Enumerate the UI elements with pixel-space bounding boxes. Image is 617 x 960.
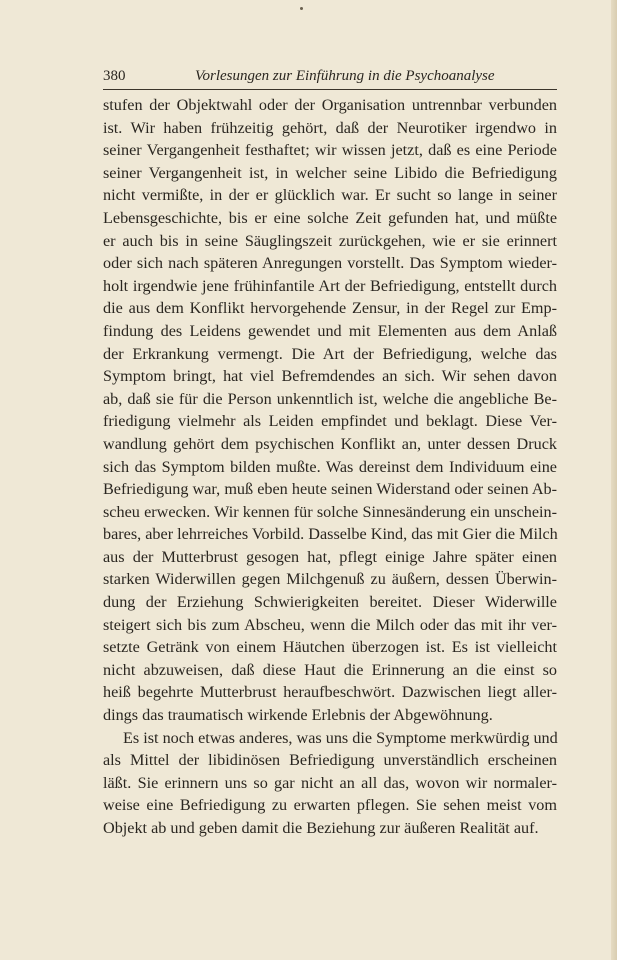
text-line: ab, daß sie für die Person unkenntlich ist, welche die angebliche Be- <box>103 389 557 408</box>
paragraph <box>103 727 557 840</box>
text-line: Symptom bringt, hat viel Befremdendes an sich. Wir sehen davon <box>103 367 557 386</box>
text-line: läßt. Sie erinnern uns so gar nicht an all das, wovon wir normaler- <box>103 773 557 792</box>
print-speck <box>300 7 303 10</box>
header-rule <box>103 89 557 90</box>
text-line: aus der Mutterbrust gesogen hat, pflegt einige Jahre später einen <box>103 547 557 566</box>
text-line: die aus dem Konflikt hervorgehende Zensur, in der Regel zur Emp- <box>103 299 557 318</box>
text-line: dung der Erziehung Schwierigkeiten bereitet. Dieser Widerwille <box>103 593 557 612</box>
text-line: Objekt ab und geben damit die Beziehung zur äußeren Realität auf. <box>103 819 539 837</box>
paragraph <box>103 94 557 727</box>
text-line: steigert sich bis zum Abscheu, wenn die Milch oder das mit ihr ver- <box>103 615 557 634</box>
text-line: friedigung vielmehr als Leiden empfindet und beklagt. Diese Ver- <box>103 412 557 431</box>
text-line: stufen der Objektwahl oder der Organisation untrennbar verbunden <box>103 96 557 114</box>
text-line: Lebensgeschichte, bis er eine solche Zeit gefunden hat, und müßte <box>103 208 557 227</box>
text-line: nicht abzuweisen, daß diese Haut die Erinnerung an die einst so <box>103 660 557 679</box>
text-line: ist. Wir haben frühzeitig gehört, daß der Neurotiker irgendwo in <box>103 118 557 137</box>
text-line: oder sich nach späteren Anregungen vorstellt. Das Symptom wieder- <box>103 254 557 273</box>
text-line: setzte Getränk von einem Häutchen überzogen ist. Es ist vielleicht <box>103 638 557 657</box>
text-line: heiß begehrte Mutterbrust heraufbeschwört. Dazwischen liegt aller- <box>103 683 557 702</box>
page-edge-shadow <box>611 0 617 960</box>
text-line: dings das traumatisch wirkende Erlebnis der Abgewöhnung. <box>103 706 493 725</box>
text-line: er auch bis in seine Säuglingszeit zurückgehen, wie er sie erinnert <box>103 231 557 250</box>
text-line: als Mittel der libidinösen Befriedigung unverständlich erscheinen <box>103 751 557 770</box>
running-header <box>103 66 557 86</box>
text-line: seiner Vergangenheit festhaftet; wir wissen jetzt, daß es eine Periode <box>103 141 557 160</box>
text-line: starken Widerwillen gegen Milchgenuß zu äußern, dessen Überwin- <box>103 570 557 589</box>
text-line: holt irgendwie jene frühinfantile Art der Befriedigung, entstellt durch <box>103 276 557 295</box>
body-text <box>103 94 557 840</box>
text-line: Befriedigung war, muß eben heute seinen Widerstand oder seinen Ab- <box>103 480 557 499</box>
text-line: bares, aber lehrreiches Vorbild. Dasselbe Kind, das mit Gier die Milch <box>103 525 558 544</box>
running-title: Vorlesungen zur Einführung in die Psychoanalyse <box>195 68 495 84</box>
text-line: seiner Vergangenheit ist, in welcher seine Libido die Befriedigung <box>103 163 557 182</box>
text-line: der Erkrankung vermengt. Die Art der Befriedigung, welche das <box>103 344 557 363</box>
text-line: nicht vermißte, in der er glücklich war. Er sucht so lange in seiner <box>103 186 557 205</box>
text-line: Es ist noch etwas anderes, was uns die Symptome merkwürdig und <box>123 728 558 747</box>
page-number: 380 <box>103 68 126 84</box>
text-line: wandlung gehört dem psychischen Konflikt an, unter dessen Druck <box>103 434 557 453</box>
text-line: weise eine Befriedigung zu erwarten pflegen. Sie sehen meist vom <box>103 796 557 815</box>
text-line: scheu erwecken. Wir kennen für solche Sinnesänderung ein unschein- <box>103 502 557 521</box>
text-line: sich das Symptom bilden mußte. Was dereinst dem Individuum eine <box>103 457 557 476</box>
text-line: findung des Leidens gewendet und mit Elementen aus dem Anlaß <box>103 321 557 340</box>
